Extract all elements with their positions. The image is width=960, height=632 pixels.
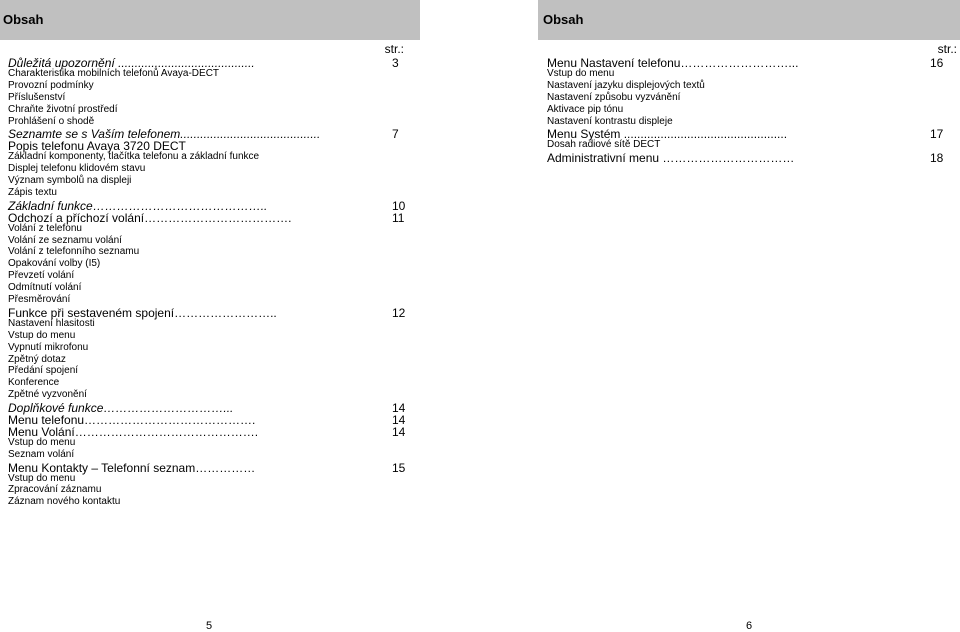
- toc-entry-text: Chraňte životní prostředí: [8, 103, 118, 115]
- toc-entry-text: Zpětný dotaz: [8, 353, 66, 365]
- toc-entry-text: Doplňkové funkce…………………………...: [8, 401, 234, 416]
- toc-entry-text: Seznam volání: [8, 448, 75, 460]
- toc-entry-text: Popis telefonu Avaya 3720 DECT: [8, 139, 186, 154]
- toc-entry-text: Nastavení způsobu vyzvánění: [547, 91, 681, 103]
- toc-entry-page: 15: [392, 460, 406, 475]
- left-page-header-title: Obsah: [3, 12, 44, 27]
- toc-entry-page: 16: [930, 56, 944, 70]
- toc-entry-text: Prohlášení o shodě: [8, 115, 95, 127]
- toc-entry-text: Odmítnutí volání: [8, 282, 82, 294]
- left-toc: [0, 0, 420, 630]
- toc-entry-text: Vstup do menu: [8, 329, 76, 341]
- left-page-str-label: str.:: [384, 42, 404, 56]
- toc-entry-text: Odchozí a příchozí volání……………………………….: [8, 210, 292, 225]
- toc-entry-page: 14: [392, 401, 406, 416]
- toc-entry-text: Volání ze seznamu volání: [8, 234, 122, 246]
- toc-entry-text: Vstup do menu: [8, 436, 76, 448]
- toc-entry-text: Zpracování záznamu: [8, 484, 102, 496]
- toc-entry-text: Provozní podmínky: [8, 79, 94, 91]
- toc-entry-page: 14: [392, 424, 406, 439]
- toc-entry-text: Záznam nového kontaktu: [8, 496, 121, 508]
- toc-entry-text: Charakteristika mobilních telefonů Avaya-DECT: [8, 67, 220, 79]
- toc-entry-text: Zpětné vyzvonění: [8, 389, 87, 401]
- toc-entry-text: Vstup do menu: [8, 472, 76, 484]
- toc-entry-text: Dosah radiové sítě DECT: [547, 139, 661, 151]
- toc-entry-text: Příslušenství: [8, 91, 66, 103]
- right-page-header-title: Obsah: [543, 12, 584, 27]
- right-page: [538, 0, 960, 630]
- toc-entry-page: 7: [392, 127, 399, 142]
- toc-entry-text: Základní funkce……………………………………..: [8, 198, 268, 213]
- toc-entry-page: 17: [930, 127, 944, 142]
- toc-entry-text: Aktivace pip tónu: [547, 103, 624, 115]
- toc-entry-text: Volání z telefonního seznamu: [8, 246, 140, 258]
- left-page: [0, 0, 420, 630]
- right-page-number: 6: [746, 620, 753, 632]
- toc-entry-text: Menu Kontakty – Telefonní seznam……………: [8, 460, 256, 475]
- toc-entry-page: 18: [930, 151, 944, 166]
- toc-entry-page: 12: [392, 305, 406, 320]
- toc-entry-text: Přesměrování: [8, 294, 71, 305]
- toc-entry-text: Administrativní menu ……………………………: [547, 151, 795, 166]
- toc-entry-text: Seznamte se s Vaším telefonem..........................................: [8, 127, 321, 142]
- right-page-str-label: str.:: [937, 42, 957, 56]
- toc-entry-text: Předání spojení: [8, 365, 79, 377]
- left-page-number: 5: [206, 620, 213, 632]
- toc-entry-text: Vstup do menu: [547, 67, 615, 79]
- toc-entry-text: Převzetí volání: [8, 270, 75, 282]
- toc-entry-text: Displej telefonu klidovém stavu: [8, 163, 146, 175]
- toc-entry-text: Opakování volby (I5): [8, 258, 101, 270]
- toc-entry-text: Funkce při sestaveném spojení……………………..: [8, 305, 277, 320]
- right-toc: [538, 0, 960, 630]
- toc-entry-text: Zápis textu: [8, 186, 57, 198]
- toc-entry-text: Menu telefonu…………………………………….: [8, 413, 256, 427]
- toc-entry-text: Nastavení jazyku displejových textů: [547, 79, 705, 91]
- toc-entry-text: Menu Volání……………………………………….: [8, 424, 259, 439]
- toc-entry-text: Základní komponenty, tlačítka telefonu a základní funkce: [8, 151, 260, 163]
- toc-entry-text: Vypnutí mikrofonu: [8, 341, 89, 353]
- toc-entry-text: Volání z telefonu: [8, 222, 82, 234]
- toc-entry-text: Nastavení hlasitosti: [8, 317, 95, 329]
- toc-entry-text: Menu Systém .................................................: [547, 127, 788, 142]
- toc-entry-page: 14: [392, 413, 406, 427]
- toc-entry-text: Nastavení kontrastu displeje: [547, 115, 673, 127]
- toc-entry-text: Důležitá upozornění .........................................: [8, 56, 255, 70]
- toc-entry-text: Menu Nastavení telefonu………………………...: [547, 56, 799, 70]
- toc-entry-page: 3: [392, 56, 399, 70]
- toc-entry-text: Význam symbolů na displeji: [8, 175, 132, 186]
- toc-entry-page: 10: [392, 198, 406, 213]
- toc-entry-text: Konference: [8, 377, 60, 389]
- toc-entry-page: 11: [392, 210, 405, 225]
